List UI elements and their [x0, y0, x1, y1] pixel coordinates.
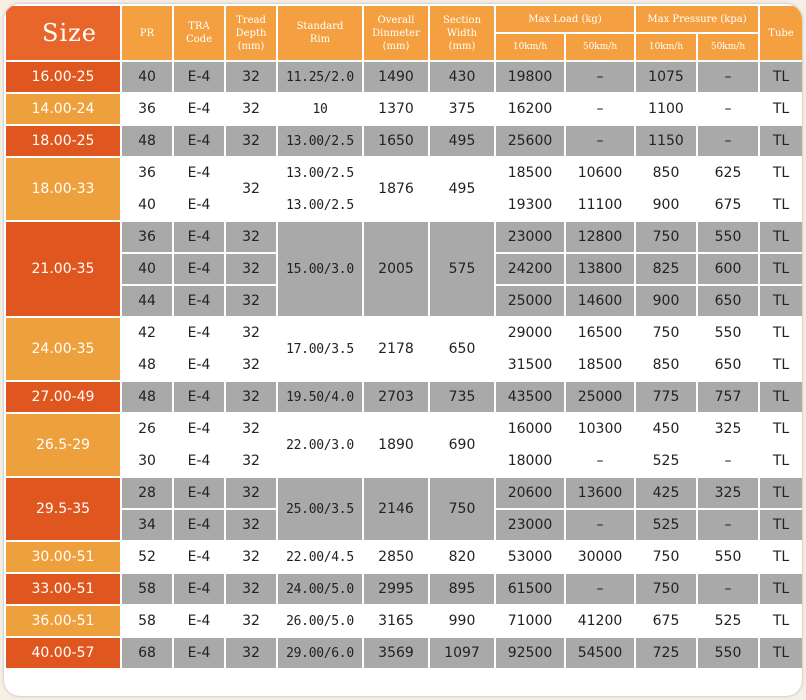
section-width-header: Section Width (mm) [429, 5, 495, 61]
size-cell: 26.5-29 [5, 413, 121, 477]
tube-cell: TL [759, 349, 802, 381]
pr-cell: 40 [121, 253, 173, 285]
standard-rim-cell: 13.00/2.5 [277, 125, 363, 157]
pressure-10kmh-cell: 1075 [635, 61, 697, 93]
load-10kmh-cell: 18000 [495, 445, 565, 477]
pressure-10kmh-cell: 850 [635, 157, 697, 189]
tube-cell: TL [759, 61, 802, 93]
pr-header: PR [121, 5, 173, 61]
tread-depth-cell: 32 [225, 413, 277, 445]
pressure-10kmh-cell: 725 [635, 637, 697, 669]
load-50kmh-cell: 11100 [565, 189, 635, 221]
section-width-cell: 650 [429, 317, 495, 381]
standard-rim-cell: 10 [277, 93, 363, 125]
tube-cell: TL [759, 445, 802, 477]
overall-diameter-cell: 2850 [363, 541, 429, 573]
tube-cell: TL [759, 605, 802, 637]
pressure-10kmh-cell: 750 [635, 317, 697, 349]
pr-cell: 68 [121, 637, 173, 669]
tra-code-cell: E-4 [173, 285, 225, 317]
tread-depth-cell: 32 [225, 61, 277, 93]
standard-rim-cell: 25.00/3.5 [277, 477, 363, 541]
table-row [5, 317, 802, 349]
table-row [5, 61, 802, 93]
load-10kmh-cell: 53000 [495, 541, 565, 573]
tube-cell: TL [759, 381, 802, 413]
section-width-cell: 1097 [429, 637, 495, 669]
pr-cell: 34 [121, 509, 173, 541]
tra-code-cell: E-4 [173, 93, 225, 125]
tra-code-cell: E-4 [173, 189, 225, 221]
pressure-50kmh-cell: – [697, 509, 759, 541]
pressure-50kmh-cell: – [697, 573, 759, 605]
table-row [5, 93, 802, 125]
overall-diameter-cell: 2146 [363, 477, 429, 541]
tread-depth-cell: 32 [225, 221, 277, 253]
pressure-10kmh-cell: 675 [635, 605, 697, 637]
tra-code-cell: E-4 [173, 605, 225, 637]
table-row [5, 573, 802, 605]
pressure-10kmh-cell: 750 [635, 541, 697, 573]
pressure-10kmh-cell: 1100 [635, 93, 697, 125]
pr-cell: 42 [121, 317, 173, 349]
tra-code-header: TRA Code [173, 5, 225, 61]
load-10kmh-cell: 25600 [495, 125, 565, 157]
tra-code-cell: E-4 [173, 573, 225, 605]
overall-diameter-cell: 1876 [363, 157, 429, 221]
tra-code-cell: E-4 [173, 637, 225, 669]
tra-code-cell: E-4 [173, 61, 225, 93]
pr-cell: 28 [121, 477, 173, 509]
pr-cell: 36 [121, 221, 173, 253]
size-cell: 40.00-57 [5, 637, 121, 669]
tread-depth-cell: 32 [225, 509, 277, 541]
load-50kmh-cell: 18500 [565, 349, 635, 381]
tube-cell: TL [759, 637, 802, 669]
section-width-cell: 375 [429, 93, 495, 125]
table-row [5, 541, 802, 573]
load-50kmh-cell: 41200 [565, 605, 635, 637]
load-10kmh-cell: 16000 [495, 413, 565, 445]
overall-diameter-cell: 2178 [363, 317, 429, 381]
load-50kmh-cell: – [565, 93, 635, 125]
pr-cell: 40 [121, 189, 173, 221]
section-width-cell: 690 [429, 413, 495, 477]
load-10kmh-cell: 43500 [495, 381, 565, 413]
overall-diameter-cell: 2703 [363, 381, 429, 413]
pressure-50kmh-cell: 550 [697, 221, 759, 253]
tire-spec-table [4, 4, 802, 670]
pr-cell: 40 [121, 61, 173, 93]
table-row [5, 381, 802, 413]
load-50kmh-cell: 13800 [565, 253, 635, 285]
pr-cell: 48 [121, 125, 173, 157]
tube-cell: TL [759, 157, 802, 189]
tube-cell: TL [759, 189, 802, 221]
pressure-50kmh-cell: 325 [697, 413, 759, 445]
load-50kmh-cell: 30000 [565, 541, 635, 573]
tube-cell: TL [759, 317, 802, 349]
tube-cell: TL [759, 125, 802, 157]
load-50kmh-cell: – [565, 573, 635, 605]
load-50kmh-cell: – [565, 445, 635, 477]
pr-cell: 30 [121, 445, 173, 477]
pr-cell: 36 [121, 93, 173, 125]
size-cell: 24.00-35 [5, 317, 121, 381]
pressure-10kmh-cell: 850 [635, 349, 697, 381]
standard-rim-cell: 22.00/3.0 [277, 413, 363, 477]
max-pressure-header: Max Pressure (kpa) [635, 5, 759, 33]
size-cell: 33.00-51 [5, 573, 121, 605]
tra-code-cell: E-4 [173, 413, 225, 445]
tread-depth-cell: 32 [225, 477, 277, 509]
pressure-10kmh-cell: 425 [635, 477, 697, 509]
pressure-50kmh-cell: 550 [697, 541, 759, 573]
tra-code-cell: E-4 [173, 381, 225, 413]
tra-code-cell: E-4 [173, 157, 225, 189]
table-row [5, 477, 802, 509]
pr-cell: 36 [121, 157, 173, 189]
load-10kmh-cell: 23000 [495, 221, 565, 253]
pressure-10kmh-cell: 525 [635, 445, 697, 477]
standard-rim-cell: 11.25/2.0 [277, 61, 363, 93]
overall-diameter-cell: 1890 [363, 413, 429, 477]
load-10kmh-cell: 71000 [495, 605, 565, 637]
tread-depth-cell: 32 [225, 317, 277, 349]
load-10kmh-cell: 16200 [495, 93, 565, 125]
standard-rim-cell: 29.00/6.0 [277, 637, 363, 669]
size-cell: 16.00-25 [5, 61, 121, 93]
size-cell: 14.00-24 [5, 93, 121, 125]
overall-diameter-cell: 1490 [363, 61, 429, 93]
load-50kmh-cell: 12800 [565, 221, 635, 253]
section-width-cell: 750 [429, 477, 495, 541]
pressure-50kmh-cell: 325 [697, 477, 759, 509]
pressure-50kmh-cell: 625 [697, 157, 759, 189]
tube-cell: TL [759, 509, 802, 541]
load-50kmh-cell: – [565, 509, 635, 541]
load-10kmh-cell: 29000 [495, 317, 565, 349]
pressure-50kmh-cell: 600 [697, 253, 759, 285]
pr-cell: 52 [121, 541, 173, 573]
tra-code-cell: E-4 [173, 349, 225, 381]
tube-cell: TL [759, 285, 802, 317]
standard-rim-cell: 19.50/4.0 [277, 381, 363, 413]
table-row [5, 605, 802, 637]
tube-cell: TL [759, 93, 802, 125]
pressure-10kmh-cell: 775 [635, 381, 697, 413]
load-50kmh-cell: – [565, 125, 635, 157]
standard-rim-cell: 24.00/5.0 [277, 573, 363, 605]
section-width-cell: 495 [429, 125, 495, 157]
section-width-cell: 495 [429, 157, 495, 221]
standard-rim-cell: 26.00/5.0 [277, 605, 363, 637]
load-50kmh-cell: 10300 [565, 413, 635, 445]
load-50kmh-cell: 16500 [565, 317, 635, 349]
table-row [5, 637, 802, 669]
standard-rim-cell: 13.00/2.5 [277, 189, 363, 221]
load-10kmh-cell: 25000 [495, 285, 565, 317]
pressure-10kmh-cell: 750 [635, 573, 697, 605]
pressure-50kmh-cell: 550 [697, 317, 759, 349]
standard-rim-cell: 22.00/4.5 [277, 541, 363, 573]
tread-depth-cell: 32 [225, 573, 277, 605]
pressure-10kmh-cell: 1150 [635, 125, 697, 157]
tread-depth-cell: 32 [225, 445, 277, 477]
standard-rim-cell: 17.00/3.5 [277, 317, 363, 381]
tread-depth-cell: 32 [225, 125, 277, 157]
pressure-10kmh-cell: 750 [635, 221, 697, 253]
size-cell: 36.00-51 [5, 605, 121, 637]
section-width-cell: 895 [429, 573, 495, 605]
size-header: Size [5, 5, 121, 61]
tire-spec-table-panel [4, 4, 802, 696]
tread-depth-cell: 32 [225, 349, 277, 381]
overall-diameter-cell: 1370 [363, 93, 429, 125]
overall-diameter-cell: 3569 [363, 637, 429, 669]
tread-depth-cell: 32 [225, 253, 277, 285]
pr-cell: 48 [121, 349, 173, 381]
load-10kmh-cell: 24200 [495, 253, 565, 285]
pressure-10kmh-cell: 900 [635, 189, 697, 221]
pressure-10kmh-cell: 825 [635, 253, 697, 285]
size-cell: 27.00-49 [5, 381, 121, 413]
tra-code-cell: E-4 [173, 477, 225, 509]
load-50kmh-cell: 13600 [565, 477, 635, 509]
section-width-cell: 575 [429, 221, 495, 317]
pressure-50kmh-cell: – [697, 93, 759, 125]
tread-depth-cell: 32 [225, 637, 277, 669]
size-cell: 29.5-35 [5, 477, 121, 541]
load-50kmh-cell: 10600 [565, 157, 635, 189]
standard-rim-cell: 13.00/2.5 [277, 157, 363, 189]
pr-cell: 48 [121, 381, 173, 413]
load-50kmh-cell: 14600 [565, 285, 635, 317]
pr-cell: 44 [121, 285, 173, 317]
overall-diameter-cell: 3165 [363, 605, 429, 637]
load-50kmh-cell: 25000 [565, 381, 635, 413]
load-50kmh-header: 50km/h [565, 33, 635, 61]
tube-header: Tube [759, 5, 802, 61]
standard-rim-header: Standard Rim [277, 5, 363, 61]
load-10kmh-header: 10km/h [495, 33, 565, 61]
table-row [5, 413, 802, 445]
table-row [5, 125, 802, 157]
tread-depth-header: Tread Depth (mm) [225, 5, 277, 61]
pr-cell: 26 [121, 413, 173, 445]
tra-code-cell: E-4 [173, 253, 225, 285]
standard-rim-cell: 15.00/3.0 [277, 221, 363, 317]
tread-depth-cell: 32 [225, 381, 277, 413]
pressure-10kmh-cell: 450 [635, 413, 697, 445]
tube-cell: TL [759, 221, 802, 253]
tube-cell: TL [759, 253, 802, 285]
pressure-50kmh-cell: 675 [697, 189, 759, 221]
load-50kmh-cell: – [565, 61, 635, 93]
pressure-50kmh-cell: – [697, 125, 759, 157]
tra-code-cell: E-4 [173, 317, 225, 349]
overall-diameter-cell: 1650 [363, 125, 429, 157]
pressure-10kmh-header: 10km/h [635, 33, 697, 61]
pressure-50kmh-cell: – [697, 445, 759, 477]
tra-code-cell: E-4 [173, 221, 225, 253]
size-cell: 18.00-25 [5, 125, 121, 157]
load-10kmh-cell: 92500 [495, 637, 565, 669]
pressure-50kmh-cell: 550 [697, 637, 759, 669]
table-row [5, 221, 802, 253]
size-cell: 21.00-35 [5, 221, 121, 317]
pressure-50kmh-cell: 525 [697, 605, 759, 637]
load-10kmh-cell: 31500 [495, 349, 565, 381]
tread-depth-cell: 32 [225, 93, 277, 125]
section-width-cell: 735 [429, 381, 495, 413]
size-cell: 18.00-33 [5, 157, 121, 221]
pressure-10kmh-cell: 900 [635, 285, 697, 317]
load-10kmh-cell: 20600 [495, 477, 565, 509]
pressure-50kmh-cell: 650 [697, 349, 759, 381]
tread-depth-cell: 32 [225, 541, 277, 573]
load-10kmh-cell: 61500 [495, 573, 565, 605]
tread-depth-cell: 32 [225, 285, 277, 317]
load-10kmh-cell: 23000 [495, 509, 565, 541]
tra-code-cell: E-4 [173, 509, 225, 541]
tube-cell: TL [759, 477, 802, 509]
load-10kmh-cell: 18500 [495, 157, 565, 189]
section-width-cell: 820 [429, 541, 495, 573]
tra-code-cell: E-4 [173, 541, 225, 573]
tread-depth-cell: 32 [225, 157, 277, 221]
pressure-50kmh-cell: 757 [697, 381, 759, 413]
load-10kmh-cell: 19800 [495, 61, 565, 93]
overall-diameter-header: Overall Dinmeter (mm) [363, 5, 429, 61]
size-cell: 30.00-51 [5, 541, 121, 573]
max-load-header: Max Load (kg) [495, 5, 635, 33]
tube-cell: TL [759, 541, 802, 573]
tread-depth-cell: 32 [225, 605, 277, 637]
tube-cell: TL [759, 413, 802, 445]
tube-cell: TL [759, 573, 802, 605]
overall-diameter-cell: 2995 [363, 573, 429, 605]
tra-code-cell: E-4 [173, 445, 225, 477]
load-50kmh-cell: 54500 [565, 637, 635, 669]
pr-cell: 58 [121, 573, 173, 605]
tra-code-cell: E-4 [173, 125, 225, 157]
pressure-10kmh-cell: 525 [635, 509, 697, 541]
load-10kmh-cell: 19300 [495, 189, 565, 221]
table-row [5, 157, 802, 189]
section-width-cell: 430 [429, 61, 495, 93]
pr-cell: 58 [121, 605, 173, 637]
pressure-50kmh-cell: 650 [697, 285, 759, 317]
pressure-50kmh-cell: – [697, 61, 759, 93]
pressure-50kmh-header: 50km/h [697, 33, 759, 61]
overall-diameter-cell: 2005 [363, 221, 429, 317]
section-width-cell: 990 [429, 605, 495, 637]
